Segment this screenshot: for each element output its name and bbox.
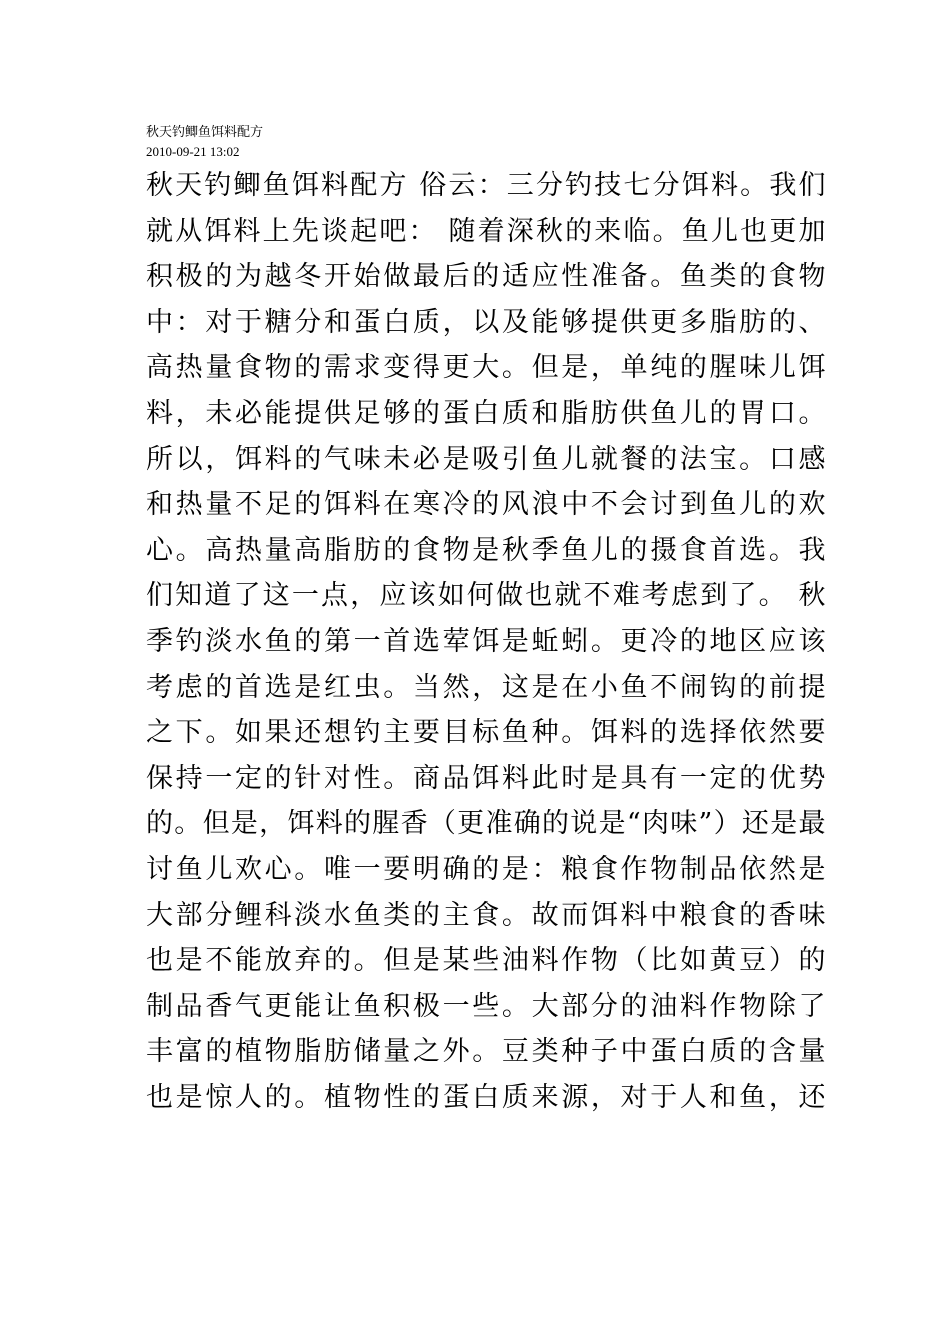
body-line: 丰富的植物脂肪储量之外。豆类种子中蛋白质的含量 (146, 1036, 826, 1068)
body-line: 心。高热量高脂肪的食物是秋季鱼儿的摄食首选。我 (146, 534, 826, 566)
body-line: 也是不能放弃的。但是某些油料作物（比如黄豆）的 (146, 945, 826, 977)
body-line: 积极的为越冬开始做最后的适应性准备。鱼类的食物 (146, 261, 826, 293)
body-line: 讨鱼儿欢心。唯一要明确的是：粮食作物制品依然是 (146, 853, 826, 885)
body-line: 的。但是，饵料的腥香（更准确的说是“肉味”）还是最 (146, 808, 826, 840)
body-line: 季钓淡水鱼的第一首选荤饵是蚯蚓。更冷的地区应该 (146, 625, 826, 657)
document-title: 秋天钓鲫鱼饵料配方 (146, 124, 264, 139)
body-line: 秋天钓鲫鱼饵料配方 俗云：三分钓技七分饵料。我们 (146, 170, 826, 201)
document-body (146, 163, 826, 1120)
body-line: 高热量食物的需求变得更大。但是，单纯的腥味儿饵 (146, 352, 826, 384)
body-line: 料，未必能提供足够的蛋白质和脂肪供鱼儿的胃口。 (146, 397, 826, 429)
body-line: 中：对于糖分和蛋白质，以及能够提供更多脂肪的、 (146, 306, 826, 338)
body-line: 就从饵料上先谈起吧： 随着深秋的来临。鱼儿也更加 (146, 215, 826, 247)
body-line: 保持一定的针对性。商品饵料此时是具有一定的优势 (146, 762, 826, 794)
body-line: 也是惊人的。植物性的蛋白质来源，对于人和鱼，还 (146, 1081, 826, 1113)
body-line: 制品香气更能让鱼积极一些。大部分的油料作物除了 (146, 990, 826, 1022)
body-line: 之下。如果还想钓主要目标鱼种。饵料的选择依然要 (146, 717, 826, 749)
body-line: 和热量不足的饵料在寒冷的风浪中不会讨到鱼儿的欢 (146, 489, 826, 521)
document-date: 2010-09-21 13:02 (146, 144, 240, 159)
body-line: 们知道了这一点，应该如何做也就不难考虑到了。 秋 (146, 580, 826, 612)
body-line: 考虑的首选是红虫。当然，这是在小鱼不闹钩的前提 (146, 671, 826, 703)
body-line: 所以，饵料的气味未必是吸引鱼儿就餐的法宝。口感 (146, 443, 826, 475)
document-header (146, 122, 263, 162)
body-line: 大部分鲤科淡水鱼类的主食。故而饵料中粮食的香味 (146, 899, 826, 931)
